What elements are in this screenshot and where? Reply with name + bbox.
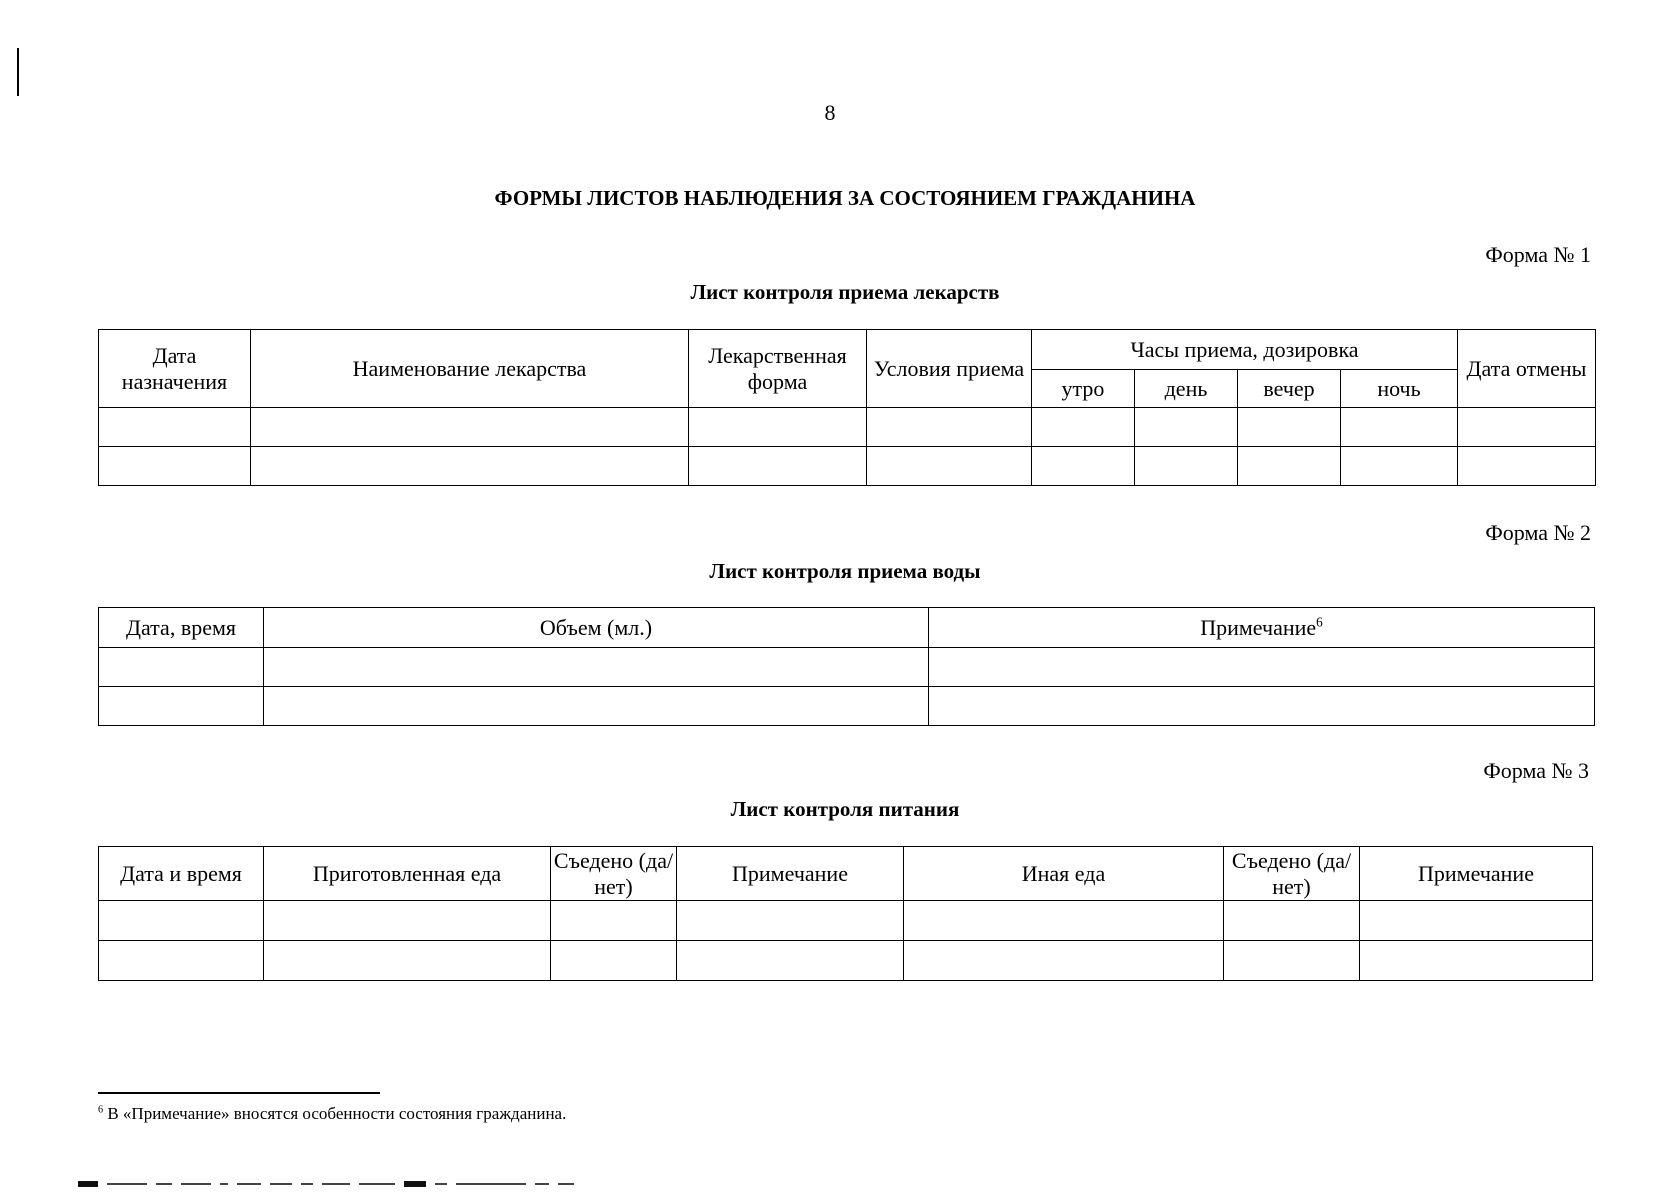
- table-cell: [1458, 408, 1596, 447]
- header-evening: вечер: [1238, 370, 1341, 408]
- form-3-label: Форма № 3: [1483, 758, 1589, 783]
- footnote-text: В «Примечание» вносятся особенности состояния гражданина.: [107, 1104, 567, 1123]
- nutrition-control-table: [98, 846, 1593, 981]
- page-number: 8: [824, 100, 836, 125]
- table-cell: [1135, 408, 1238, 447]
- medication-control-table: [98, 329, 1596, 486]
- table-cell: [1032, 447, 1135, 486]
- header-eaten: Съедено (да/нет): [551, 847, 677, 901]
- table-cell: [1032, 408, 1135, 447]
- table-cell: [904, 941, 1224, 981]
- table-cell: [1341, 447, 1458, 486]
- header-note: [929, 608, 1595, 648]
- table-cell: [264, 648, 929, 687]
- table-cell: [264, 901, 551, 941]
- form-3-title: Лист контроля питания: [730, 797, 960, 821]
- table-cell: [99, 687, 264, 726]
- table-cell: [1224, 901, 1360, 941]
- header-night: ночь: [1341, 370, 1458, 408]
- form-2-title: Лист контроля приема воды: [709, 559, 981, 583]
- table-cell: [1238, 408, 1341, 447]
- table-cell: [929, 687, 1595, 726]
- table-cell: [677, 941, 904, 981]
- table-cell: [1224, 941, 1360, 981]
- footnote-marker: 6: [98, 1104, 104, 1116]
- table-row: [99, 941, 1593, 981]
- footnote-rule: [98, 1092, 380, 1094]
- header-date-cancel: Дата отмены: [1458, 330, 1596, 408]
- scan-artifact: [78, 1175, 583, 1193]
- header-conditions: Условия приема: [867, 330, 1032, 408]
- table-cell: [1458, 447, 1596, 486]
- header-morning: утро: [1032, 370, 1135, 408]
- header-eaten-other: Съедено (да/нет): [1224, 847, 1360, 901]
- water-control-table: [98, 607, 1595, 726]
- table-row: [99, 408, 1596, 447]
- header-drug-name: Наименование лекарства: [251, 330, 689, 408]
- form-2-label: Форма № 2: [1485, 520, 1591, 545]
- table-cell: [551, 901, 677, 941]
- table-cell: [677, 901, 904, 941]
- table-cell: [251, 408, 689, 447]
- margin-mark: [17, 48, 19, 96]
- header-prepared-food: Приготовленная еда: [264, 847, 551, 901]
- header-datetime: Дата и время: [99, 847, 264, 901]
- table-cell: [99, 941, 264, 981]
- header-date-assigned: Дата назначения: [99, 330, 251, 408]
- form-1-label: Форма № 1: [1485, 242, 1591, 267]
- table-row: [99, 648, 1595, 687]
- table-cell: [251, 447, 689, 486]
- header-note: Примечание: [677, 847, 904, 901]
- footnote-ref: 6: [1316, 614, 1323, 630]
- header-note-other: Примечание: [1360, 847, 1593, 901]
- table-cell: [904, 901, 1224, 941]
- header-hours-dosage: Часы приема, дозировка: [1032, 330, 1458, 370]
- header-volume: Объем (мл.): [264, 608, 929, 648]
- table-cell: [99, 901, 264, 941]
- table-cell: [929, 648, 1595, 687]
- table-cell: [264, 941, 551, 981]
- header-note-label: Примечание: [1200, 614, 1317, 640]
- table-cell: [867, 408, 1032, 447]
- table-cell: [867, 447, 1032, 486]
- table-cell: [1360, 901, 1593, 941]
- table-cell: [1238, 447, 1341, 486]
- page-title: ФОРМЫ ЛИСТОВ НАБЛЮДЕНИЯ ЗА СОСТОЯНИЕМ ГРАЖДАНИНА: [494, 186, 1196, 210]
- table-cell: [1135, 447, 1238, 486]
- table-cell: [264, 687, 929, 726]
- table-row: [99, 687, 1595, 726]
- footnote: [98, 1104, 566, 1124]
- table-cell: [99, 648, 264, 687]
- table-cell: [99, 447, 251, 486]
- table-cell: [99, 408, 251, 447]
- header-datetime: Дата, время: [99, 608, 264, 648]
- table-cell: [551, 941, 677, 981]
- table-cell: [1341, 408, 1458, 447]
- header-drug-form: Лекарственная форма: [689, 330, 867, 408]
- table-cell: [689, 408, 867, 447]
- header-day: день: [1135, 370, 1238, 408]
- table-row: [99, 447, 1596, 486]
- table-cell: [689, 447, 867, 486]
- table-row: [99, 901, 1593, 941]
- form-1-title: Лист контроля приема лекарств: [690, 280, 1000, 304]
- table-cell: [1360, 941, 1593, 981]
- header-other-food: Иная еда: [904, 847, 1224, 901]
